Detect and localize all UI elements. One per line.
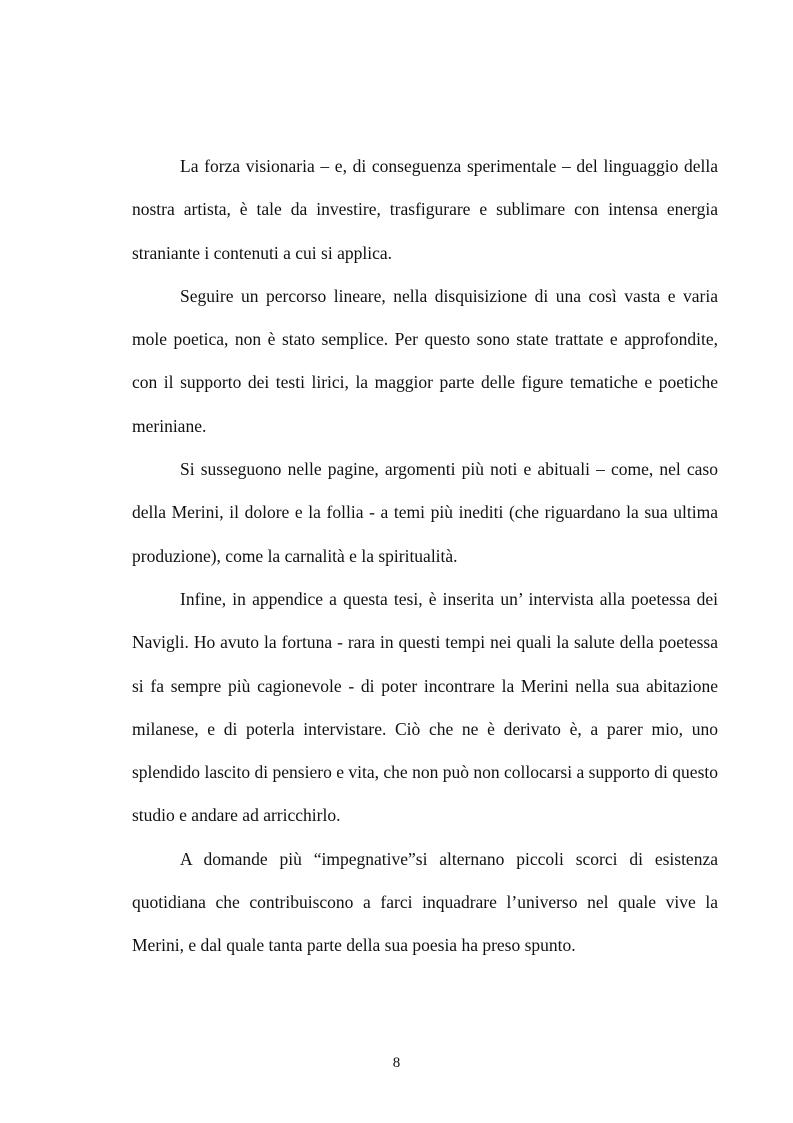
paragraph-1: La forza visionaria – e, di conseguenza sperimentale – del linguaggio della nostra artista, è tale da investire, trasfigurare e sublimare con intensa energia straniante i contenuti a cui si applica. xyxy=(132,156,718,263)
page-number: 8 xyxy=(392,1055,401,1071)
paragraph-2: Seguire un percorso lineare, nella disquisizione di una così vasta e varia mole poetica, non è stato semplice. Per questo sono state trattate e approfondite, con il supporto dei testi lirici, la maggior parte delle figure tematiche e poetiche meriniane. xyxy=(132,285,718,436)
paragraph-5: A domande più “impegnative”si alternano piccoli scorci di esistenza quotidiana che contribuiscono a farci inquadrare l’universo nel quale vive la Merini, e dal quale tanta parte della sua poesia ha preso spunto. xyxy=(132,848,718,956)
paragraph-4: Infine, in appendice a questa tesi, è inserita un’ intervista alla poetessa dei Navigli. Ho avuto la fortuna - rara in questi tempi nei quali la salute della poetessa si fa sempre più cagionevole - di poter incontrare la Merini nella sua abitazione milanese, e di poterla intervistare. Ciò che ne è derivato è, a parer mio, uno splendido lascito di pensiero e vita, che non può non collocarsi a supporto di questo studio e andare ad arricchirlo. xyxy=(132,588,718,826)
paragraph-3: Si susseguono nelle pagine, argomenti più noti e abituali – come, nel caso della Merini, il dolore e la follia - a temi più inediti (che riguardano la sua ultima produzione), come la carnalità e la spiritualità. xyxy=(132,459,718,566)
body-text xyxy=(132,145,718,968)
